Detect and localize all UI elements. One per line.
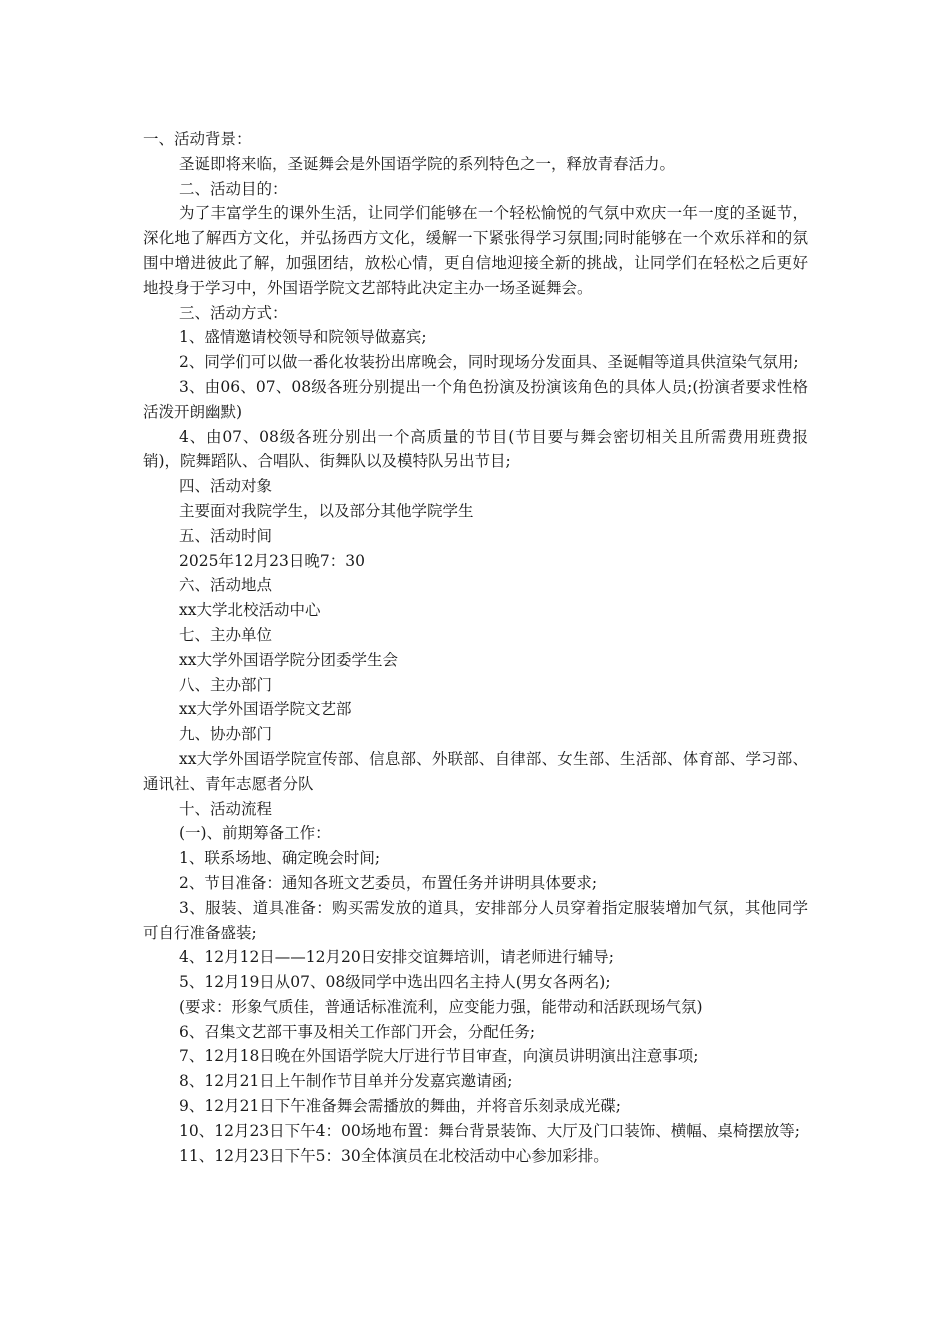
- list-item: 6、召集文艺部干事及相关工作部门开会，分配任务;: [179, 1022, 536, 1041]
- section-heading-purpose: 二、活动目的：: [179, 179, 288, 198]
- list-item: 10、12月23日下午4：00场地布置：舞台背景装饰、大厅及门口装饰、横幅、桌椅摆放等;: [179, 1121, 800, 1140]
- list-item: 3、由06、07、08级各班分别提出一个角色扮演及扮演该角色的具体人员;(扮演者要求性格活泼开朗幽默): [143, 377, 808, 421]
- document-body: [143, 127, 808, 1168]
- list-item: 1、联系场地、确定晚会时间;: [179, 849, 381, 868]
- section-heading-audience: 四、活动对象: [179, 477, 273, 496]
- list-item: 5、12月19日从07、08级同学中选出四名主持人(男女各两名);: [179, 973, 611, 992]
- list-item: 3、服装、道具准备：购买需发放的道具，安排部分人员穿着指定服装增加气氛，其他同学可自行准备盛装;: [143, 898, 808, 942]
- list-item: 8、12月21日上午制作节目单并分发嘉宾邀请函;: [179, 1072, 513, 1091]
- list-item: 2、节目准备：通知各班文艺委员，布置任务并讲明具体要求;: [179, 873, 598, 892]
- section-heading-organizer: 七、主办单位: [179, 625, 273, 644]
- section-heading-location: 六、活动地点: [179, 576, 273, 595]
- list-item: 9、12月21日下午准备舞会需播放的舞曲，并将音乐刻录成光碟;: [179, 1097, 622, 1116]
- section-heading-background: 一、活动背景：: [143, 130, 252, 148]
- list-item: 7、12月18日晚在外国语学院大厅进行节目审查，向演员讲明演出注意事项;: [179, 1047, 699, 1066]
- list-item: 2、同学们可以做一番化妆装扮出席晚会，同时现场分发面具、圣诞帽等道具供渲染气氛用;: [179, 353, 799, 372]
- paragraph-organizer: xx大学外国语学院分团委学生会: [179, 650, 398, 669]
- paragraph-host-dept: xx大学外国语学院文艺部: [179, 700, 352, 719]
- paragraph-co-host: xx大学外国语学院宣传部、信息部、外联部、自律部、女生部、生活部、体育部、学习部、通讯社、青年志愿者分队: [143, 749, 808, 793]
- paragraph-purpose: 为了丰富学生的课外生活，让同学们能够在一个轻松愉悦的气氛中欢庆一年一度的圣诞节，深化地了解西方文化，并弘扬西方文化，缓解一下紧张得学习氛围;同时能够在一个欢乐祥和的氛围中增进彼此了解，加强团结，放松心情，更自信地迎接全新的挑战，让同学们在轻松之后更好地投身于学习中，外国语学院文艺部特此决定主办一场圣诞舞会。: [143, 204, 808, 297]
- paragraph-time: 2025年12月23日晚7：30: [179, 551, 365, 570]
- paragraph-location: xx大学北校活动中心: [179, 601, 321, 620]
- section-heading-host-dept: 八、主办部门: [179, 675, 273, 694]
- section-heading-time: 五、活动时间: [179, 526, 273, 545]
- list-item: 1、盛情邀请校领导和院领导做嘉宾;: [179, 328, 427, 347]
- list-item: 4、12月12日——12月20日安排交谊舞培训，请老师进行辅导;: [179, 948, 614, 967]
- subsection-heading-preparation: (一)、前期筹备工作：: [179, 824, 331, 843]
- list-item: 11、12月23日下午5：30全体演员在北校活动中心参加彩排。: [179, 1146, 609, 1165]
- section-heading-process: 十、活动流程: [179, 799, 273, 818]
- list-item: 4、由07、08级各班分别出一个高质量的节目(节目要与舞会密切相关且所需费用班费报销)，院舞蹈队、合唱队、街舞队以及模特队另出节目;: [143, 427, 808, 471]
- section-heading-method: 三、活动方式：: [179, 303, 288, 322]
- paragraph-background: 圣诞即将来临，圣诞舞会是外国语学院的系列特色之一，释放青春活力。: [179, 154, 676, 173]
- paragraph-audience: 主要面对我院学生，以及部分其他学院学生: [179, 501, 474, 520]
- section-heading-co-host: 九、协办部门: [179, 725, 273, 744]
- list-item-note: (要求：形象气质佳，普通话标准流利，应变能力强，能带动和活跃现场气氛): [179, 997, 703, 1016]
